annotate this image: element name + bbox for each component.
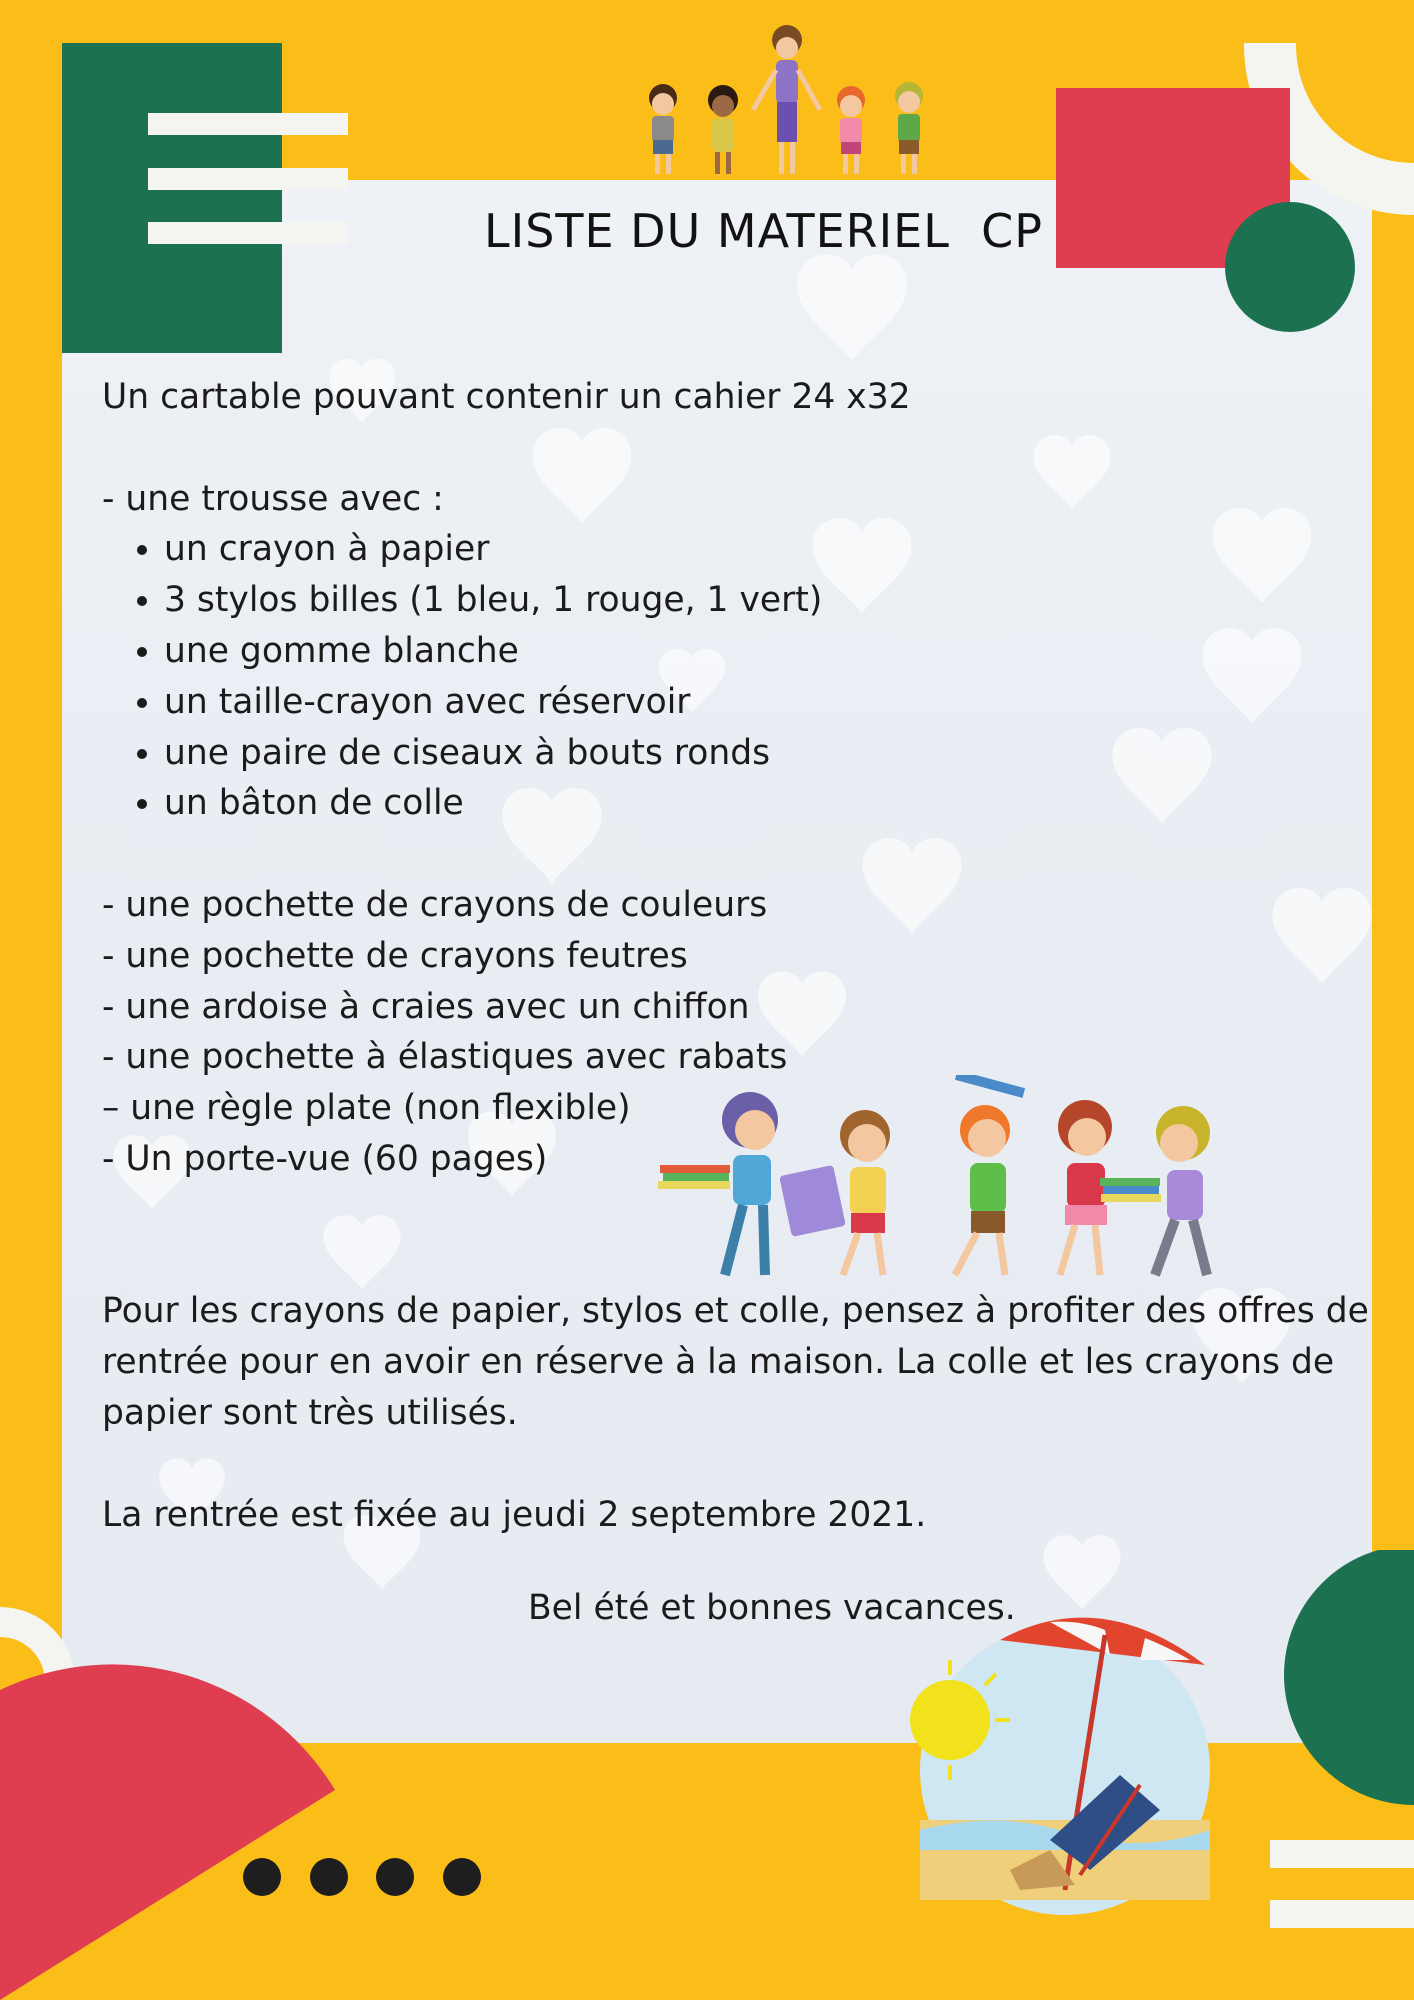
teacher-children-icon — [630, 20, 940, 190]
green-block-decoration — [0, 0, 360, 360]
list-item: – une règle plate (non flexible) — [102, 1088, 631, 1129]
bottom-left-decoration — [0, 1600, 360, 2000]
list-item: - Un porte-vue (60 pages) — [102, 1138, 548, 1179]
list-item: • un taille-crayon avec réservoir — [164, 677, 1402, 728]
rentree-date: La rentrée est fixée au jeudi 2 septembre 2021. — [102, 1494, 927, 1535]
list-item: - une pochette de crayons feutres — [102, 935, 688, 976]
bottom-right-decoration — [1270, 1550, 1414, 2000]
list-item: - une ardoise à craies avec un chiffon — [102, 986, 750, 1027]
list-item: - une pochette de crayons de couleurs — [102, 884, 768, 925]
list-item: • une paire de ciseaux à bouts ronds — [164, 728, 1402, 779]
supply-list — [102, 372, 1402, 1540]
intro-line: Un cartable pouvant contenir un cahier 24 x32 — [102, 377, 911, 417]
page-title: LISTE DU MATERIEL CP — [484, 204, 1043, 258]
trousse-heading: - une trousse avec : — [102, 478, 444, 519]
list-item: • 3 stylos billes (1 bleu, 1 rouge, 1 vert) — [164, 575, 1402, 626]
dots-decoration — [240, 1855, 485, 1900]
beach-umbrella-icon — [900, 1600, 1230, 1920]
top-right-decoration — [1040, 0, 1414, 340]
farewell-text: Bel été et bonnes vacances. — [528, 1588, 1016, 1628]
trousse-list — [102, 524, 1402, 829]
list-item: - une pochette à élastiques avec rabats — [102, 1037, 788, 1078]
advice-paragraph: Pour les crayons de papier, stylos et colle, pensez à profiter des offres de rentrée pour en avoir en réserve à la maison. La colle et les crayons de papier sont très utilisés. — [102, 1291, 1369, 1433]
list-item: • un bâton de colle — [164, 778, 1402, 829]
list-item: • un crayon à papier — [164, 524, 1402, 575]
list-item: • une gomme blanche — [164, 626, 1402, 677]
